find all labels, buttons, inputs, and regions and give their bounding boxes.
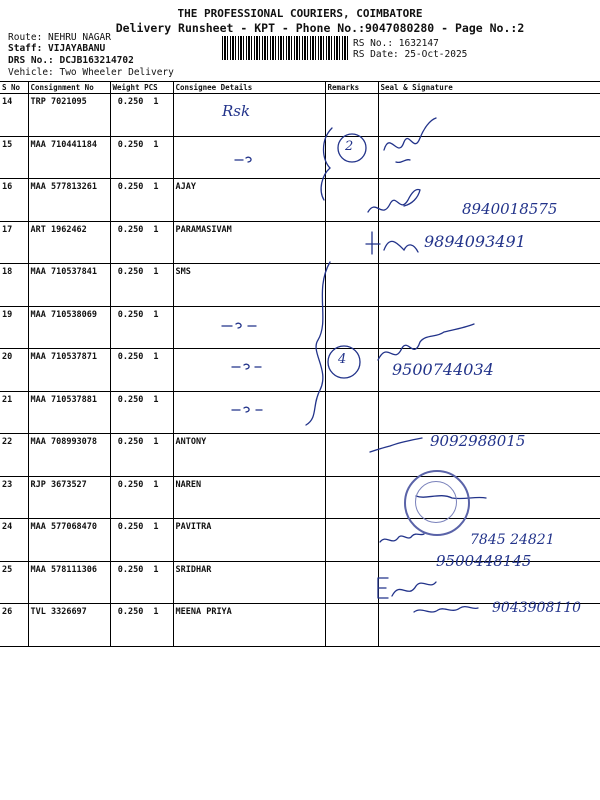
row-consignment: MAA 710538069: [28, 306, 110, 349]
seal-stamp: [404, 470, 470, 536]
row-consignment: ART 1962462: [28, 221, 110, 264]
row-weight: 0.250 1: [110, 561, 173, 604]
row-weight: 0.250 1: [110, 434, 173, 477]
row-sno: 26: [0, 604, 28, 647]
row-consignment: MAA 710441184: [28, 136, 110, 179]
phone-25: 9500448145: [436, 552, 532, 570]
route-label: Route: NEHRU NAGAR: [8, 32, 111, 43]
row-weight: 0.250 1: [110, 179, 173, 222]
row-consignee: MEENA PRIYA: [173, 604, 325, 647]
row-consignment: MAA 710537881: [28, 391, 110, 434]
row-weight: 0.250 1: [110, 391, 173, 434]
row-weight: 0.250 1: [110, 136, 173, 179]
row-consignment: MAA 710537871: [28, 349, 110, 392]
col-consignment: Consignment No: [28, 82, 110, 94]
row-consignment: TVL 3326697: [28, 604, 110, 647]
col-consignee: Consignee Details: [173, 82, 325, 94]
row-consignment: MAA 577068470: [28, 519, 110, 562]
col-sno: S No: [0, 82, 28, 94]
row-weight: 0.250 1: [110, 349, 173, 392]
row-consignee: NAREN: [173, 476, 325, 519]
phone-22: 9092988015: [430, 432, 526, 450]
row-weight: 0.250 1: [110, 221, 173, 264]
row-sno: 24: [0, 519, 28, 562]
row-sno: 21: [0, 391, 28, 434]
handwritten-initials: Rsk: [222, 102, 251, 120]
phone-24: 7845 24821: [470, 532, 555, 548]
rs-number: RS No.: 1632147: [353, 38, 439, 49]
row-weight: 0.250 1: [110, 476, 173, 519]
col-seal: Seal & Signature: [378, 82, 600, 94]
remark-count-a: 2: [345, 139, 354, 154]
row-consignee: PAVITRA: [173, 519, 325, 562]
row-consignee: ANTONY: [173, 434, 325, 477]
row-consignment: TRP 7021095: [28, 94, 110, 137]
company-title: THE PROFESSIONAL COURIERS, COIMBATORE: [177, 7, 423, 20]
row-consignment: MAA 578111306: [28, 561, 110, 604]
row-weight: 0.250 1: [110, 94, 173, 137]
phone-16: 8940018575: [462, 200, 558, 218]
row-consignee: PARAMASIVAM: [173, 221, 325, 264]
row-sno: 14: [0, 94, 28, 137]
col-weight-pcs: Weight PCS: [110, 82, 173, 94]
row-consignment: MAA 577813261: [28, 179, 110, 222]
row-sno: 17: [0, 221, 28, 264]
row-weight: 0.250 1: [110, 604, 173, 647]
row-sno: 22: [0, 434, 28, 477]
runsheet-title: Delivery Runsheet - KPT - Phone No.:9047080280 - Page No.:2: [115, 21, 525, 35]
row-sno: 23: [0, 476, 28, 519]
row-sno: 16: [0, 179, 28, 222]
phone-26: 9043908110: [492, 600, 582, 616]
vehicle-label: Vehicle: Two Wheeler Delivery: [8, 67, 174, 78]
phone-20: 9500744034: [392, 360, 494, 379]
col-remarks: Remarks: [325, 82, 378, 94]
staff-label: Staff: VIJAYABANU: [8, 43, 106, 54]
remark-count-b: 4: [338, 352, 347, 367]
phone-17: 9894093491: [424, 232, 526, 251]
row-weight: 0.250 1: [110, 306, 173, 349]
row-weight: 0.250 1: [110, 519, 173, 562]
row-consignee: SRIDHAR: [173, 561, 325, 604]
row-consignee: AJAY: [173, 179, 325, 222]
row-consignee: SMS: [173, 264, 325, 307]
drs-label: DRS No.: DCJB163214702: [8, 55, 134, 66]
row-consignment: MAA 710537841: [28, 264, 110, 307]
row-consignment: MAA 708993078: [28, 434, 110, 477]
row-sno: 19: [0, 306, 28, 349]
row-sno: 25: [0, 561, 28, 604]
row-sno: 15: [0, 136, 28, 179]
row-weight: 0.250 1: [110, 264, 173, 307]
row-consignment: RJP 3673527: [28, 476, 110, 519]
rs-date: RS Date: 25-Oct-2025: [353, 49, 468, 60]
row-sno: 20: [0, 349, 28, 392]
row-sno: 18: [0, 264, 28, 307]
